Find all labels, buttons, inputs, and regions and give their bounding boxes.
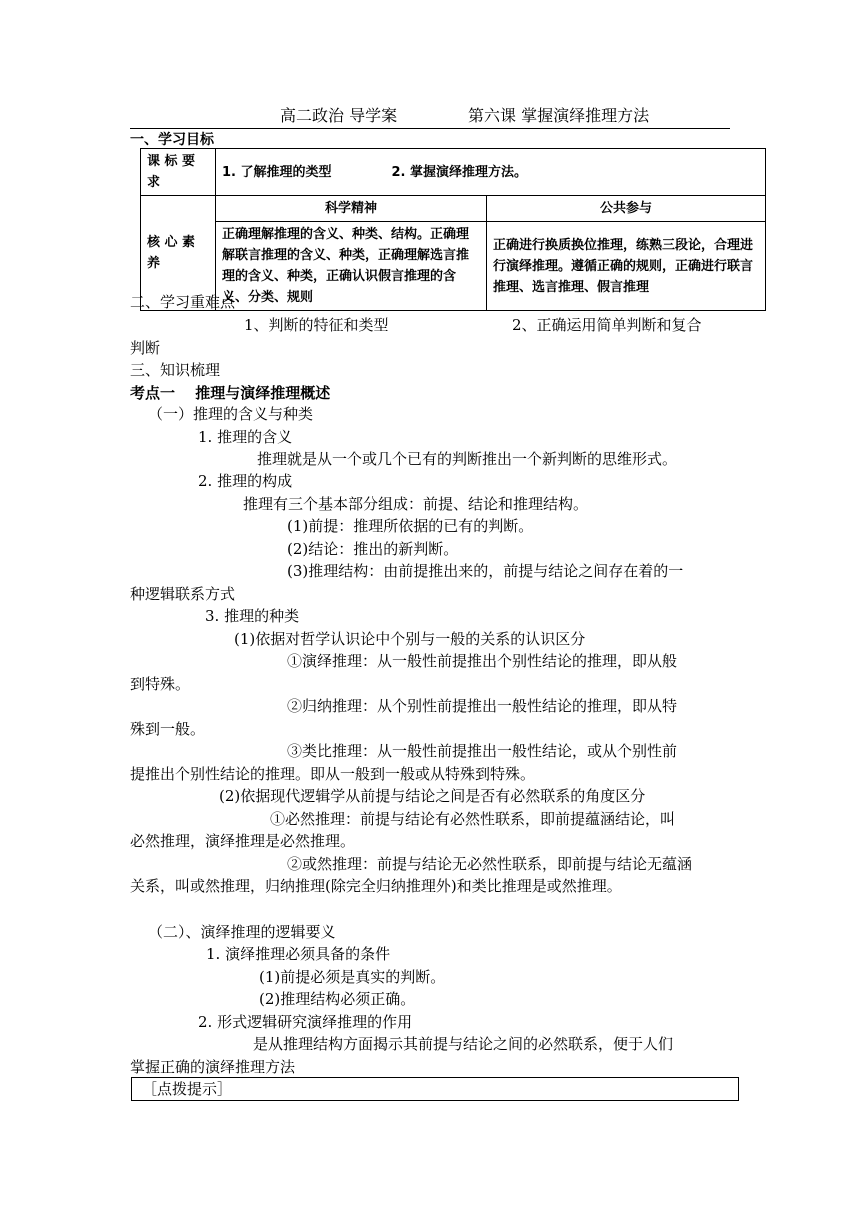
line-15b: 关系，叫或然推理，归纳推理(除完全归纳推理外)和类比推理是或然推理。	[130, 877, 622, 895]
line-2: 推理就是从一个或几个已有的判断推出一个新判断的思维形式。	[257, 450, 678, 468]
table-label-standard: 课 标 要 求	[141, 149, 216, 196]
line-10: ①演绎推理：从一般性前提推出个别性结论的推理，即从般	[287, 652, 678, 670]
line-11: ②归纳推理：从个别性前提推出一般性结论的推理，即从特	[287, 697, 678, 715]
sub1-heading: （一）推理的含义与种类	[148, 405, 314, 423]
line-1: 1. 推理的含义	[198, 428, 293, 446]
line-13: (2)依据现代逻辑学从前提与结论之间是否有必然联系的角度区分	[219, 787, 646, 805]
difficulty-item-2-cont: 判断	[130, 339, 161, 357]
line-11b: 殊到一般。	[130, 720, 206, 738]
header-title-left: 高二政治 导学案	[280, 106, 398, 125]
header-title-right: 第六课 掌握演绎推理方法	[468, 106, 650, 125]
line-10b: 到特殊。	[130, 675, 191, 693]
line-7b: 种逻辑联系方式	[130, 585, 236, 603]
line-15: ②或然推理：前提与结论无必然性联系，即前提与结论无蕴涵	[287, 855, 693, 873]
sub2-heading: （二）、演绎推理的逻辑要义	[148, 923, 336, 941]
line-9: (1)依据对哲学认识论中个别与一般的关系的认识区分	[234, 630, 586, 648]
line-m5: 是从推理结构方面揭示其前提与结论之间的必然联系，便于人们	[253, 1035, 674, 1053]
table-cell-participation: 正确进行换质换位推理，练熟三段论，合理进行演绎推理。遵循正确的规则，正确进行联言推理、选言推理、假言推理	[487, 222, 766, 311]
line-12: ③类比推理：从一般性前提推出一般性结论，或从个别性前	[287, 742, 678, 760]
line-m5b: 掌握正确的演绎推理方法	[130, 1058, 296, 1076]
learning-goals-table	[140, 148, 766, 311]
header-rule	[130, 128, 730, 129]
line-m1: 1. 演绎推理必须具备的条件	[206, 945, 391, 963]
line-m4: 2. 形式逻辑研究演绎推理的作用	[198, 1013, 413, 1031]
line-m3: (2)推理结构必须正确。	[259, 990, 416, 1008]
line-3: 2. 推理的构成	[198, 472, 293, 490]
table-label-literacy: 核 心 素 养	[141, 196, 216, 311]
line-m2: (1)前提必须是真实的判断。	[259, 968, 446, 986]
line-5: (1)前提：推理所依据的已有的判断。	[287, 517, 534, 535]
kp1-heading: 考点一 推理与演绎推理概述	[130, 384, 331, 402]
line-7: (3)推理结构：由前提推出来的，前提与结论之间存在着的一	[287, 562, 684, 580]
table-cell-science: 正确理解推理的含义、种类、结构。正确理解联言推理的含义、种类，正确理解选言推理的含义、种类，正确认识假言推理的含义、分类、规则	[216, 222, 487, 311]
section1-heading: 一、学习目标	[130, 132, 214, 148]
table-col-science: 科学精神	[216, 196, 487, 222]
difficulty-item-2: 2、正确运用简单判断和复合	[512, 316, 702, 334]
line-6: (2)结论：推出的新判断。	[287, 540, 459, 558]
line-14: ①必然推理：前提与结论有必然性联系，即前提蕴涵结论，叫	[270, 810, 676, 828]
line-12b: 提推出个别性结论的推理。即从一般到一般或从特殊到特殊。	[130, 765, 536, 783]
line-4: 推理有三个基本部分组成：前提、结论和推理结构。	[243, 495, 589, 513]
section3-heading: 三、知识梳理	[130, 361, 221, 379]
line-14b: 必然推理，演绎推理是必然推理。	[130, 832, 356, 850]
table-col-participation: 公共参与	[487, 196, 766, 222]
section2-heading: 二、学习重难点	[130, 293, 236, 311]
difficulty-item-1: 1、判断的特征和类型	[244, 316, 389, 334]
tip-label: ［点拨提示］	[142, 1080, 233, 1098]
tip-box	[131, 1077, 739, 1101]
line-8: 3. 推理的种类	[205, 607, 300, 625]
table-standard-content: 1. 了解推理的类型 2. 掌握演绎推理方法。	[216, 149, 766, 196]
